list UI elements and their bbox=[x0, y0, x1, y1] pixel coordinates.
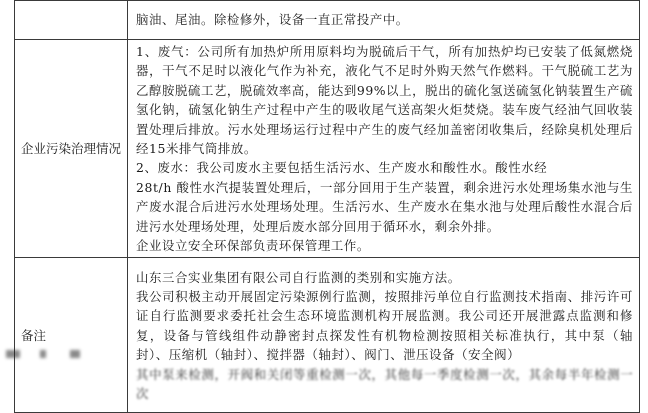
waste-water-line-1: 2、废水：我公司废水主要包括生活污水、生产废水和酸性水。酸性水经 bbox=[136, 160, 548, 176]
management-paragraph: 企业设立安全环保部负责环保管理工作。 bbox=[136, 238, 370, 254]
remarks-line-1: 山东三合实业集团有限公司自行监测的类别和实施方法。 bbox=[136, 269, 461, 285]
top-row-text: 脑油、尾油。除检修外，设备一直正常投产中。 bbox=[136, 12, 409, 28]
table-row-top bbox=[15, 1, 640, 40]
remarks-row-content bbox=[128, 258, 640, 413]
waste-gas-paragraph: 1、废气：公司所有加热炉所用原料均为脱硫后干气，所有加热炉均已安装了低氮燃烧器，干气不足时以液化气作为补充，液化气不足时外购天然气作燃料。干气脱硫工艺为乙醇胺脱硫工艺，脱硫效率高，能达到99%以上，脱出的硫化氢送硫氢化钠装置生产硫氢化钠，硫氢化钠生产过程中产生的吸收尾气送高架火炬焚烧。装车废气经油气回收装置处理后排放。污水处理场运行过程中产生的废气经加盖密闭收集后，经除臭机处理后经15米排气筒排放。 bbox=[136, 44, 634, 157]
table-row-pollution bbox=[15, 40, 640, 258]
top-row-label bbox=[15, 1, 128, 40]
table-row-remarks bbox=[15, 258, 640, 413]
report-table bbox=[14, 0, 640, 413]
remarks-row-label: 备注 bbox=[15, 258, 128, 413]
remarks-blurred-text: 其中泵来检测，开阀和关闭等重检测一次，其他每一季度检测一次，其余每半年检测一次 bbox=[136, 366, 633, 401]
pollution-row-content bbox=[128, 40, 640, 258]
remarks-body: 我公司积极主动开展固定污染源例行监测，按照排污单位自行监测技术指南、排污许可证自行监测要求委托社会生态环境监测机构开展监测。我公司还开展泄露点监测和修复，设备与管线组件动静密封点探发性有机物检测按照相关标准执行，其中泵（轴封）、压缩机（轴封）、搅拌器（轴封）、阀门、泄压设备（安全阀） bbox=[136, 288, 633, 363]
waste-water-paragraph: 28t/h 酸性水汽提装置处理后，一部分回用于生产装置，剩余进污水处理场集水池与生产废水混合后进污水处理场处理。生活污水、生产废水在集水池与处理后酸性水混合后进污水处理场处理，处理后废水部分回用于循环水，剩余外排。 bbox=[136, 179, 633, 234]
pollution-row-label: 企业污染治理情况 bbox=[15, 40, 128, 258]
top-row-content bbox=[128, 1, 640, 40]
